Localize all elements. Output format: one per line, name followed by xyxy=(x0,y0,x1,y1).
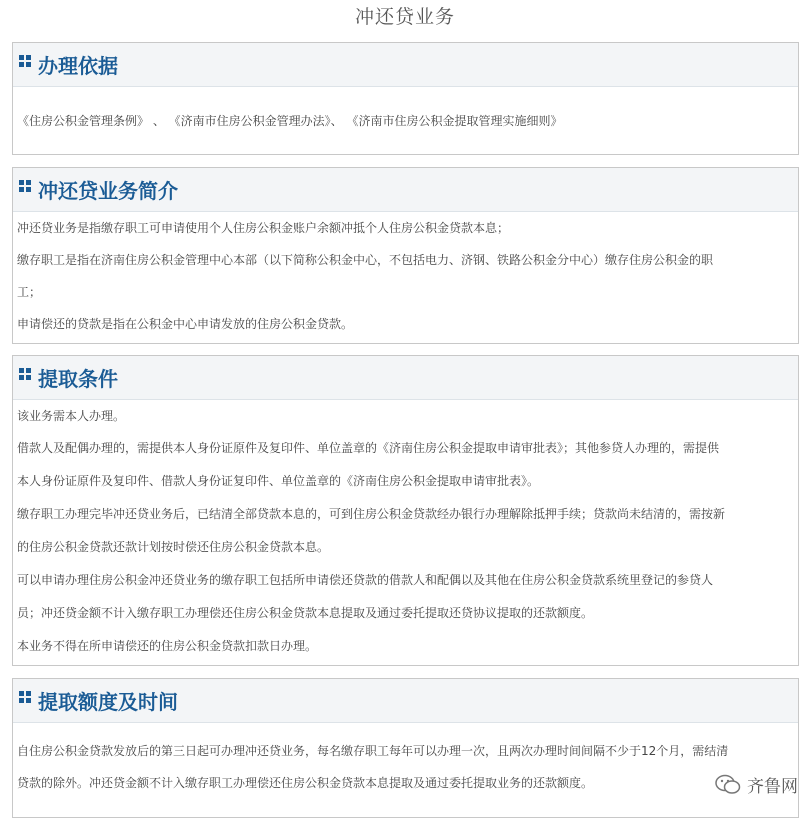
paragraph-line: 贷款的除外。冲还贷金额不计入缴存职工办理偿还住房公积金贷款本息提取及通过委托提取业务的还款额度。 xyxy=(17,776,594,790)
watermark-text: 齐鲁网 xyxy=(747,777,798,797)
section-conditions xyxy=(12,355,799,666)
paragraph-line: 工； xyxy=(17,285,42,299)
page-title: 冲还贷业务 xyxy=(354,6,455,28)
section-title: 冲还贷业务简介 xyxy=(38,179,178,203)
paragraph-line: 员；冲还贷金额不计入缴存职工办理偿还住房公积金贷款本息提取及通过委托提取还贷协议提取的还款额度。 xyxy=(17,606,594,620)
section-title: 提取条件 xyxy=(38,367,118,391)
section-header xyxy=(13,168,798,212)
paragraph-line: 本人身份证原件及复印件、借款人身份证复印件、单位盖章的《济南住房公积金提取申请审批表》。 xyxy=(17,474,540,488)
section-header xyxy=(13,679,798,723)
grid-bullet-icon xyxy=(19,368,31,380)
paragraph-line: 缴存职工是指在济南住房公积金管理中心本部（以下简称公积金中心，不包括电力、济钢、铁路公积金分中心）缴存住房公积金的职 xyxy=(17,253,714,267)
paragraph-line: 申请偿还的贷款是指在公积金中心申请发放的住房公积金贷款。 xyxy=(17,317,354,331)
paragraph-line: 缴存职工办理完毕冲还贷业务后，已结清全部贷款本息的，可到住房公积金贷款经办银行办理解除抵押手续；贷款尚未结清的，需按新 xyxy=(17,507,726,521)
paragraph-line: 的住房公积金贷款还款计划按时偿还住房公积金贷款本息。 xyxy=(17,540,330,554)
section-header xyxy=(13,356,798,400)
grid-bullet-icon xyxy=(19,691,31,703)
section-intro xyxy=(12,167,799,344)
section-title: 提取额度及时间 xyxy=(38,690,178,714)
paragraph-line: 冲还贷业务是指缴存职工可申请使用个人住房公积金账户余额冲抵个人住房公积金贷款本息； xyxy=(17,221,510,235)
watermark xyxy=(715,772,798,797)
grid-bullet-icon xyxy=(19,55,31,67)
paragraph-line: 自住房公积金贷款发放后的第三日起可办理冲还贷业务，每名缴存职工每年可以办理一次，且两次办理时间间隔不少于12个月，需结清 xyxy=(17,744,729,758)
paragraph-line: 该业务需本人办理。 xyxy=(17,409,126,423)
paragraph-line: 借款人及配偶办理的，需提供本人身份证原件及复印件、单位盖章的《济南住房公积金提取申请审批表》；其他参贷人办理的，需提供 xyxy=(17,441,720,455)
section-header xyxy=(13,43,798,87)
paragraph-line: 《住房公积金管理条例》 、 《济南市住房公积金管理办法》、 《济南市住房公积金提取管理实施细则》 xyxy=(17,114,563,128)
section-amount-time xyxy=(12,678,799,818)
paragraph-line: 可以申请办理住房公积金冲还贷业务的缴存职工包括所申请偿还贷款的借款人和配偶以及其他在住房公积金贷款系统里登记的参贷人 xyxy=(17,573,714,587)
paragraph-line: 本业务不得在所申请偿还的住房公积金贷款扣款日办理。 xyxy=(17,639,318,653)
section-title: 办理依据 xyxy=(38,54,118,78)
section-basis xyxy=(12,42,799,155)
wechat-icon xyxy=(715,774,741,796)
grid-bullet-icon xyxy=(19,180,31,192)
